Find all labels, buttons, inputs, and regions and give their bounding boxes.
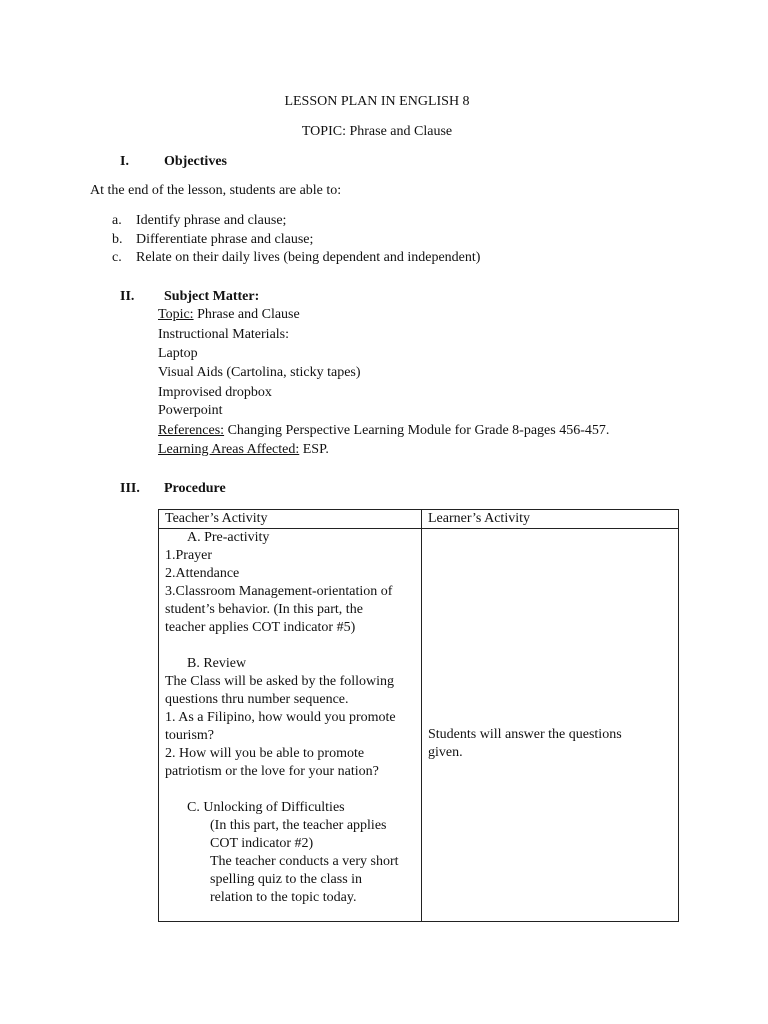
- unlocking-line: COT indicator #2): [210, 836, 314, 851]
- section-numeral-objectives: I.: [120, 154, 129, 169]
- objective-item: [112, 249, 480, 267]
- unlocking-line: (In this part, the teacher applies: [210, 818, 387, 833]
- review-line: patriotism or the love for your nation?: [165, 764, 379, 779]
- objective-text: Relate on their daily lives (being dependent and independent): [136, 250, 481, 265]
- procedure-table-row: [159, 529, 679, 922]
- objective-item: [112, 212, 286, 230]
- references-line: [158, 422, 609, 440]
- teacher-activity-cell: [159, 529, 422, 922]
- material-item: Laptop: [158, 346, 198, 361]
- section-numeral-procedure: III.: [120, 481, 140, 496]
- material-item: Visual Aids (Cartolina, sticky tapes): [158, 365, 361, 380]
- references-value: Changing Perspective Learning Module for Grade 8-pages 456-457.: [224, 423, 610, 438]
- unlocking-heading: C. Unlocking of Difficulties: [187, 800, 345, 815]
- unlocking-line: relation to the topic today.: [210, 890, 357, 905]
- review-line: The Class will be asked by the following: [165, 674, 395, 689]
- areas-affected-line: [158, 441, 329, 459]
- section-heading-objectives: Objectives: [164, 154, 227, 169]
- learner-response-line: given.: [428, 745, 463, 760]
- materials-label: Instructional Materials:: [158, 327, 290, 342]
- objectives-intro: At the end of the lesson, students are able to:: [90, 183, 342, 198]
- pre-activity-line: 2.Attendance: [165, 566, 240, 581]
- pre-activity-line: teacher applies COT indicator #5): [165, 620, 356, 635]
- spacer: [428, 529, 672, 726]
- review-line: 1. As a Filipino, how would you promote: [165, 710, 396, 725]
- procedure-table-header: [159, 510, 679, 529]
- objective-marker: a.: [112, 213, 122, 228]
- document-topic: TOPIC: Phrase and Clause: [301, 124, 453, 139]
- column-header-teacher: Teacher’s Activity: [159, 510, 422, 529]
- column-header-learner: Learner’s Activity: [422, 510, 679, 529]
- objective-text: Differentiate phrase and clause;: [136, 232, 314, 247]
- section-heading-subject-matter: Subject Matter:: [164, 289, 260, 304]
- learner-activity-cell: [422, 529, 679, 922]
- unlocking-line: The teacher conducts a very short: [210, 854, 399, 869]
- pre-activity-line: student’s behavior. (In this part, the: [165, 602, 363, 617]
- procedure-table: [158, 509, 679, 922]
- spacer: [165, 637, 415, 655]
- review-line: tourism?: [165, 728, 214, 743]
- subject-topic-value: Phrase and Clause: [193, 307, 300, 322]
- review-heading: B. Review: [187, 656, 247, 671]
- objective-marker: c.: [112, 250, 122, 265]
- learner-response-line: Students will answer the questions: [428, 727, 622, 742]
- areas-affected-value: ESP.: [299, 442, 329, 457]
- objective-item: [112, 231, 313, 249]
- unlocking-line: spelling quiz to the class in: [210, 872, 363, 887]
- areas-affected-label: Learning Areas Affected:: [158, 442, 300, 457]
- spacer: [165, 781, 415, 799]
- subject-topic-label: Topic:: [158, 307, 194, 322]
- section-numeral-subject-matter: II.: [120, 289, 135, 304]
- document-title: LESSON PLAN IN ENGLISH 8: [284, 94, 470, 109]
- pre-activity-heading: A. Pre-activity: [187, 530, 270, 545]
- references-label: References:: [158, 423, 225, 438]
- objective-marker: b.: [112, 232, 123, 247]
- material-item: Improvised dropbox: [158, 385, 272, 400]
- subject-topic-line: [158, 306, 300, 324]
- review-line: questions thru number sequence.: [165, 692, 349, 707]
- objective-text: Identify phrase and clause;: [136, 213, 287, 228]
- pre-activity-line: 3.Classroom Management-orientation of: [165, 584, 393, 599]
- pre-activity-line: 1.Prayer: [165, 548, 213, 563]
- review-line: 2. How will you be able to promote: [165, 746, 365, 761]
- material-item: Powerpoint: [158, 403, 223, 418]
- section-heading-procedure: Procedure: [164, 481, 226, 496]
